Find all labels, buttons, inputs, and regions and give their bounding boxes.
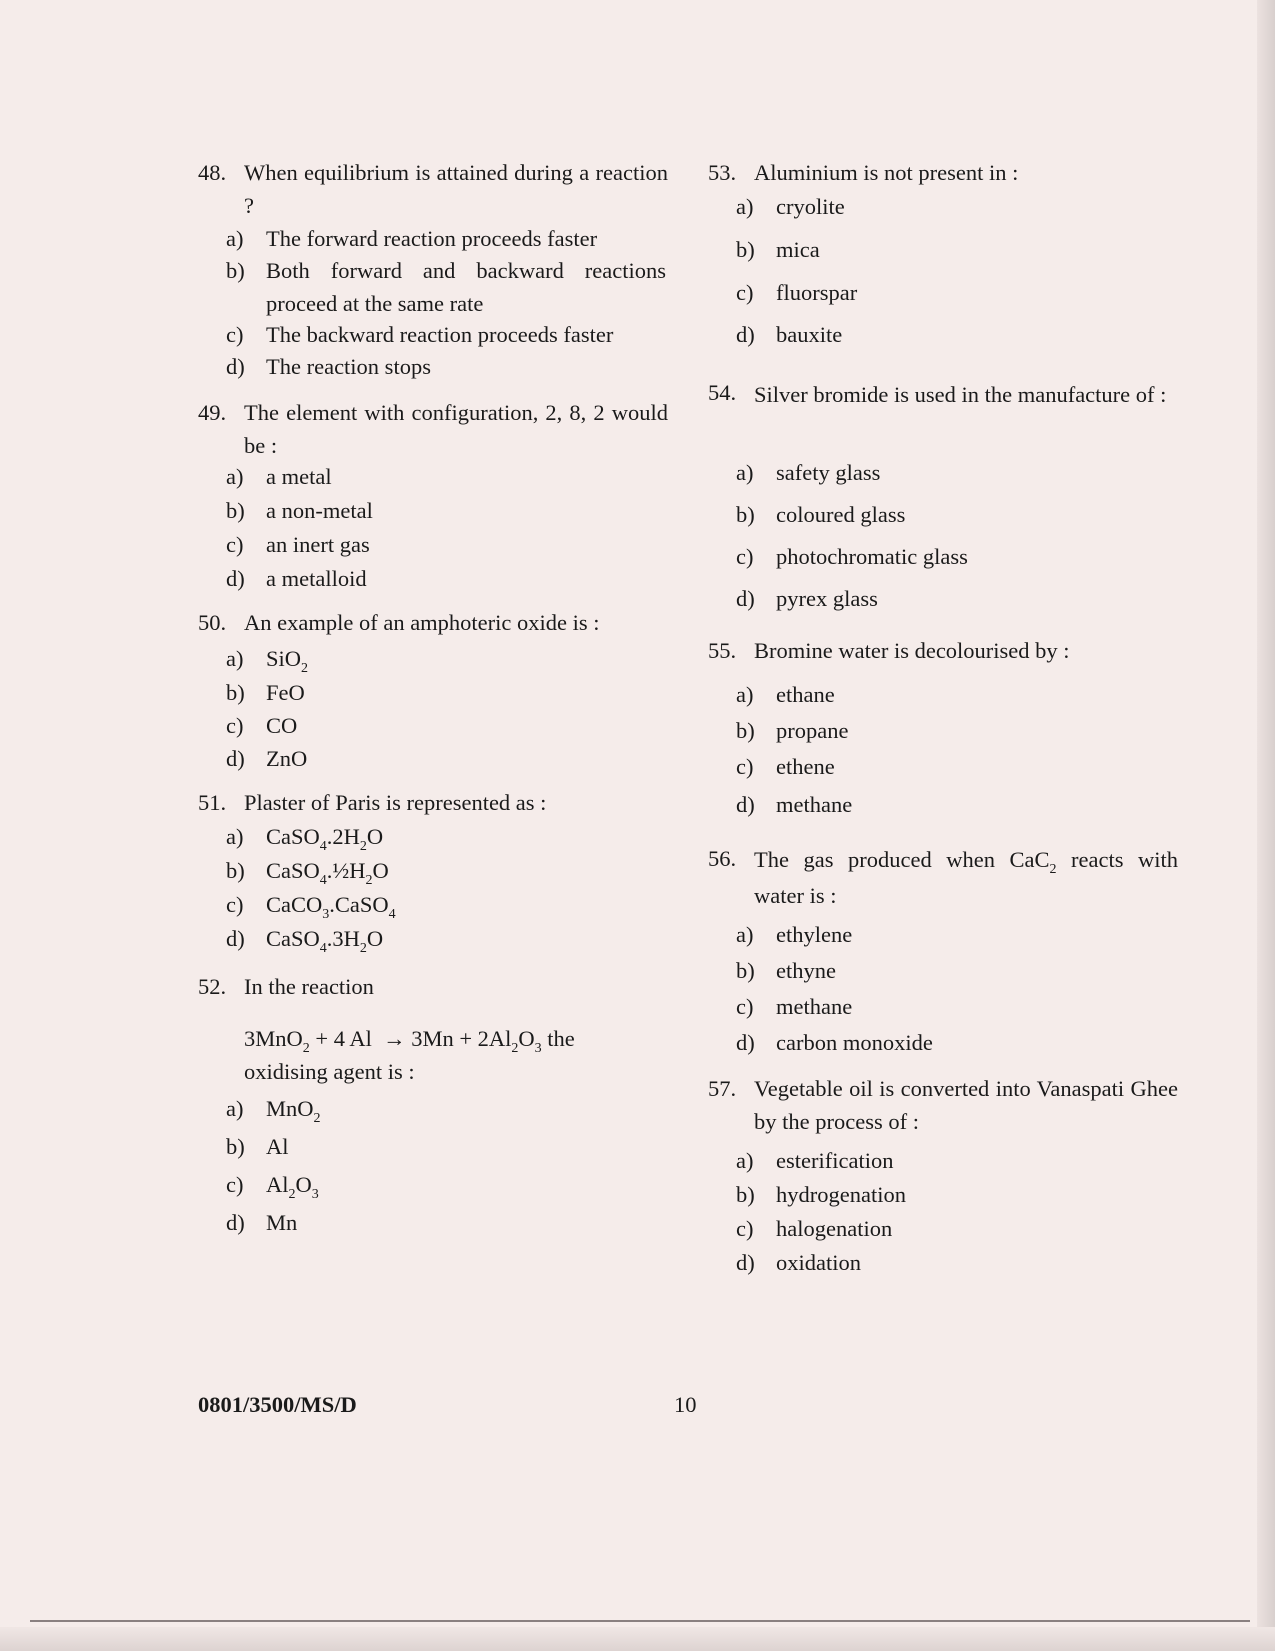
option-51d xyxy=(226,922,666,955)
option-label: c) xyxy=(226,322,244,347)
option-57a xyxy=(736,1144,1176,1177)
question-number: 52. xyxy=(198,974,227,999)
equation-line: 3MnO$_2$ + 4 $Al \to 3Mn + 2Al_2O_3$ the xyxy=(244,1026,575,1056)
option-label: a) xyxy=(736,1148,754,1173)
option-54c xyxy=(736,540,1176,573)
paper-code: 0801/3500/MS/D xyxy=(198,1392,357,1417)
option-text: CaCO$_3$.CaSO$_4$ xyxy=(266,892,396,922)
option-label: d) xyxy=(226,566,245,591)
option-57d xyxy=(736,1246,1176,1279)
option-text: photochromatic glass xyxy=(776,544,968,569)
option-label: c) xyxy=(736,1216,754,1241)
option-49d xyxy=(226,562,666,595)
option-52a xyxy=(226,1092,666,1125)
question-text: The element with configuration, 2, 8, 2 would be : xyxy=(244,400,668,458)
option-label: a) xyxy=(736,194,754,219)
option-label: c) xyxy=(226,713,244,738)
option-label: b) xyxy=(226,858,245,883)
option-56a xyxy=(736,918,1176,951)
option-text: bauxite xyxy=(776,322,843,347)
option-text: coloured glass xyxy=(776,502,906,527)
option-label: a) xyxy=(226,824,244,849)
option-label: a) xyxy=(736,922,754,947)
question-text: Vegetable oil is converted into Vanaspati Ghee by the process of : xyxy=(754,1076,1178,1134)
option-51c xyxy=(226,888,666,921)
option-text: cryolite xyxy=(776,194,845,219)
option-49c xyxy=(226,528,666,561)
question-number: 57. xyxy=(708,1076,737,1101)
option-label: b) xyxy=(736,502,755,527)
option-label: d) xyxy=(736,322,755,347)
option-54a xyxy=(736,456,1176,489)
equation-line-2: oxidising agent is : xyxy=(244,1059,415,1084)
option-text: ethyne xyxy=(776,958,836,983)
question-number: 48. xyxy=(198,160,227,185)
question-text: In the reaction xyxy=(244,974,374,999)
option-label: a) xyxy=(226,226,244,251)
option-50a xyxy=(226,642,666,675)
option-text: hydrogenation xyxy=(776,1182,906,1207)
option-48b xyxy=(226,254,666,320)
option-53c xyxy=(736,276,1176,309)
option-50b xyxy=(226,676,666,709)
option-label: c) xyxy=(736,280,754,305)
option-52d xyxy=(226,1206,666,1239)
option-text: pyrex glass xyxy=(776,586,878,611)
option-53b xyxy=(736,233,1176,266)
option-label: b) xyxy=(736,718,755,743)
question-number: 53. xyxy=(708,160,737,185)
question-51 xyxy=(198,786,668,819)
option-text: Mn xyxy=(266,1210,298,1235)
question-text: The gas produced when CaC$_2$ reacts with water is : xyxy=(754,847,1178,908)
option-text: carbon monoxide xyxy=(776,1030,933,1055)
option-label: b) xyxy=(736,1182,755,1207)
option-text: ethane xyxy=(776,682,835,707)
option-text: esterification xyxy=(776,1148,894,1173)
question-text: Silver bromide is used in the manufacture of : xyxy=(754,382,1167,407)
option-48a xyxy=(226,222,666,255)
option-label: b) xyxy=(226,498,245,523)
option-label: c) xyxy=(736,994,754,1019)
page-bottom-rule xyxy=(30,1620,1250,1622)
question-text: Bromine water is decolourised by : xyxy=(754,638,1070,663)
option-label: c) xyxy=(736,754,754,779)
option-57c xyxy=(736,1212,1176,1245)
option-52b xyxy=(226,1130,666,1163)
option-text: fluorspar xyxy=(776,280,858,305)
option-55c xyxy=(736,750,1176,783)
question-text: Plaster of Paris is represented as : xyxy=(244,790,547,815)
option-label: c) xyxy=(226,1172,244,1197)
question-text: When equilibrium is attained during a reaction ? xyxy=(244,160,668,218)
option-label: b) xyxy=(226,680,245,705)
option-text: a metal xyxy=(266,464,332,489)
option-55b xyxy=(736,714,1176,747)
question-52 xyxy=(198,970,668,1003)
option-text: FeO xyxy=(266,680,305,705)
option-50c xyxy=(226,709,666,742)
question-56 xyxy=(708,842,1178,914)
option-text: MnO$_2$ xyxy=(266,1096,321,1126)
option-label: a) xyxy=(736,682,754,707)
option-text: ZnO xyxy=(266,746,308,771)
option-text: Both forward and backward reactions proceed at the same rate xyxy=(266,258,666,316)
option-label: d) xyxy=(736,1250,755,1275)
page-bottom-shadow xyxy=(0,1627,1275,1651)
question-number: 51. xyxy=(198,790,227,815)
option-text: mica xyxy=(776,237,820,262)
option-49b xyxy=(226,494,666,527)
option-53d xyxy=(736,318,1176,351)
option-55d xyxy=(736,788,1176,821)
question-number: 55. xyxy=(708,638,737,663)
option-label: c) xyxy=(226,892,244,917)
question-55 xyxy=(708,634,1178,667)
option-label: d) xyxy=(736,792,755,817)
option-57b xyxy=(736,1178,1176,1211)
option-text: The backward reaction proceeds faster xyxy=(266,322,614,347)
option-55a xyxy=(736,678,1176,711)
option-48d xyxy=(226,350,666,383)
option-text: SiO$_2$ xyxy=(266,646,309,676)
option-text: halogenation xyxy=(776,1216,893,1241)
option-52c xyxy=(226,1168,666,1201)
question-text: An example of an amphoteric oxide is : xyxy=(244,610,600,635)
option-51a xyxy=(226,820,666,853)
question-57 xyxy=(708,1072,1178,1138)
page-edge-shadow xyxy=(1257,0,1275,1651)
option-label: a) xyxy=(226,464,244,489)
option-label: d) xyxy=(226,1210,245,1235)
option-label: b) xyxy=(736,237,755,262)
question-53 xyxy=(708,156,1178,189)
option-48c xyxy=(226,318,666,351)
option-label: d) xyxy=(226,354,245,379)
option-text: propane xyxy=(776,718,849,743)
option-label: d) xyxy=(226,926,245,951)
option-56b xyxy=(736,954,1176,987)
option-text: $CaSO_4.\frac{1}{2}H_2O$ xyxy=(266,858,389,888)
option-54d xyxy=(736,582,1176,615)
option-label: c) xyxy=(736,544,754,569)
option-text: an inert gas xyxy=(266,532,370,557)
option-text: $CaSO_4.2H_2O$ xyxy=(266,824,384,854)
option-label: b) xyxy=(226,258,245,283)
option-49a xyxy=(226,460,666,493)
option-text: ethylene xyxy=(776,922,853,947)
option-text: Al xyxy=(266,1134,289,1159)
question-50 xyxy=(198,606,668,639)
option-text: a non-metal xyxy=(266,498,373,523)
option-56c xyxy=(736,990,1176,1023)
page-number: 10 xyxy=(674,1392,697,1417)
option-50d xyxy=(226,742,666,775)
option-label: d) xyxy=(226,746,245,771)
option-text: CO xyxy=(266,713,298,738)
option-text: a metalloid xyxy=(266,566,367,591)
option-text: ethene xyxy=(776,754,835,779)
option-label: a) xyxy=(226,646,244,671)
question-text: Aluminium is not present in : xyxy=(754,160,1019,185)
question-49 xyxy=(198,396,668,462)
option-text: $Al_2O_3$ xyxy=(266,1172,319,1202)
option-51b xyxy=(226,854,666,887)
question-54 xyxy=(708,376,1178,413)
option-text: methane xyxy=(776,792,853,817)
option-label: d) xyxy=(736,1030,755,1055)
reaction-equation xyxy=(244,1022,664,1088)
question-number: 54. xyxy=(708,380,737,405)
question-number: 49. xyxy=(198,400,227,425)
question-number: 50. xyxy=(198,610,227,635)
option-label: d) xyxy=(736,586,755,611)
question-number: 56. xyxy=(708,846,737,871)
option-text: safety glass xyxy=(776,460,881,485)
option-54b xyxy=(736,498,1176,531)
option-label: b) xyxy=(736,958,755,983)
option-label: b) xyxy=(226,1134,245,1159)
question-48 xyxy=(198,156,668,222)
option-label: c) xyxy=(226,532,244,557)
option-text: methane xyxy=(776,994,853,1019)
option-56d xyxy=(736,1026,1176,1059)
option-text: oxidation xyxy=(776,1250,861,1275)
option-text: The reaction stops xyxy=(266,354,431,379)
option-text: The forward reaction proceeds faster xyxy=(266,226,598,251)
option-text: $CaSO_4.3H_2O$ xyxy=(266,926,384,956)
option-53a xyxy=(736,190,1176,223)
option-label: a) xyxy=(226,1096,244,1121)
option-label: a) xyxy=(736,460,754,485)
